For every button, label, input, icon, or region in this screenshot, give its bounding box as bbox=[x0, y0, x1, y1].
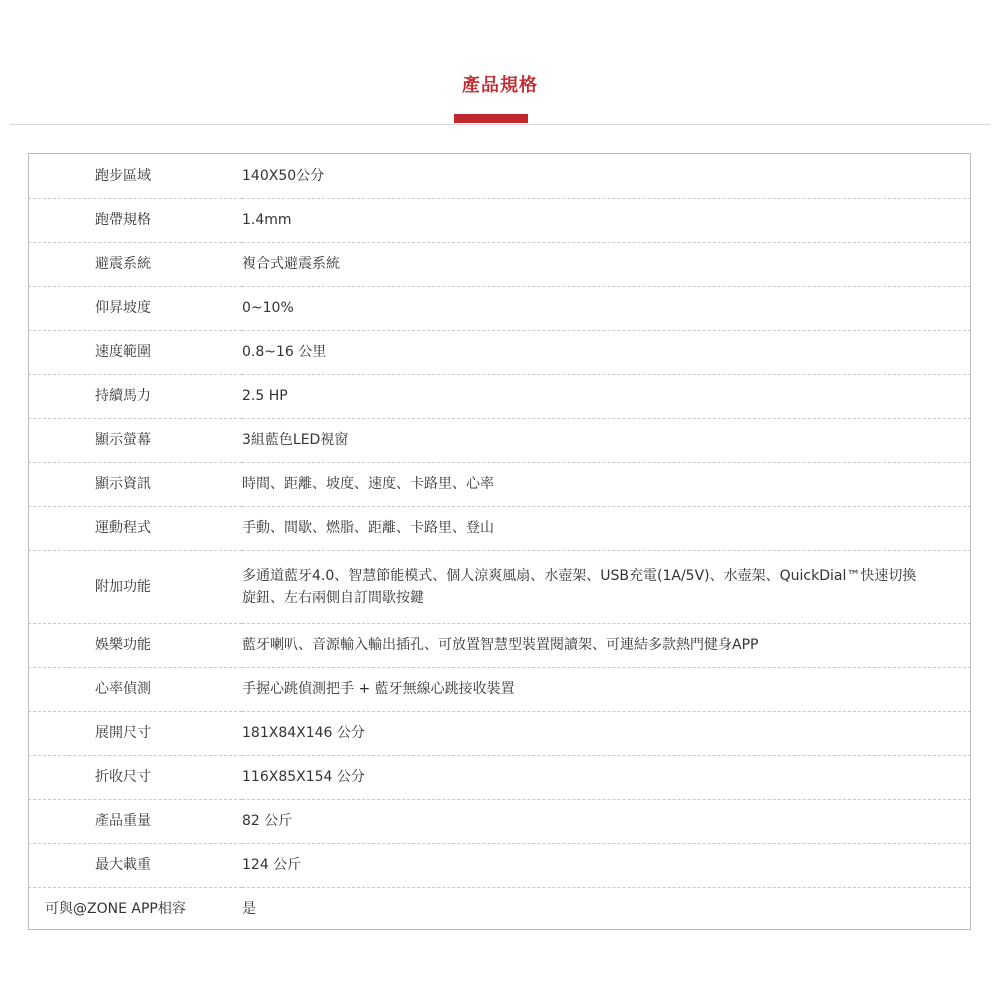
spec-label: 顯示螢幕 bbox=[28, 418, 242, 462]
title-underline bbox=[454, 114, 528, 123]
spec-value: 3組藍色LED視窗 bbox=[242, 418, 971, 462]
spec-value: 2.5 HP bbox=[242, 374, 971, 418]
spec-value: 124 公斤 bbox=[242, 843, 971, 887]
spec-label: 最大載重 bbox=[28, 843, 242, 887]
spec-value: 手握心跳偵測把手 + 藍牙無線心跳接收裝置 bbox=[242, 667, 971, 711]
spec-label: 娛樂功能 bbox=[28, 623, 242, 667]
spec-label: 顯示資訊 bbox=[28, 462, 242, 506]
spec-label: 跑步區域 bbox=[28, 154, 242, 198]
spec-table bbox=[28, 154, 971, 931]
table-row bbox=[28, 887, 971, 931]
table-row bbox=[28, 374, 971, 418]
spec-value: 181X84X146 公分 bbox=[242, 711, 971, 755]
spec-value: 0.8~16 公里 bbox=[242, 330, 971, 374]
spec-label: 產品重量 bbox=[28, 799, 242, 843]
spec-label: 仰昇坡度 bbox=[28, 286, 242, 330]
table-row bbox=[28, 330, 971, 374]
spec-value: 140X50公分 bbox=[242, 154, 971, 198]
spec-table-container bbox=[28, 153, 971, 930]
table-row bbox=[28, 623, 971, 667]
table-row bbox=[28, 799, 971, 843]
table-row bbox=[28, 154, 971, 198]
table-row bbox=[28, 242, 971, 286]
table-row bbox=[28, 198, 971, 242]
spec-value: 82 公斤 bbox=[242, 799, 971, 843]
spec-value: 0~10% bbox=[242, 286, 971, 330]
spec-value: 複合式避震系統 bbox=[242, 242, 971, 286]
table-row bbox=[28, 550, 971, 623]
spec-value-cell bbox=[242, 550, 971, 623]
spec-value: 116X85X154 公分 bbox=[242, 755, 971, 799]
table-row bbox=[28, 418, 971, 462]
spec-value: 是 bbox=[242, 901, 256, 918]
table-row bbox=[28, 667, 971, 711]
table-row bbox=[28, 506, 971, 550]
section-header bbox=[10, 0, 990, 125]
table-row bbox=[28, 843, 971, 887]
spec-label: 運動程式 bbox=[28, 506, 242, 550]
spec-label: 避震系統 bbox=[28, 242, 242, 286]
spec-label: 跑帶規格 bbox=[28, 198, 242, 242]
spec-label: 折收尺寸 bbox=[28, 755, 242, 799]
spec-value: 多通道藍牙4.0、智慧節能模式、個人涼爽風扇、水壺架、USB充電(1A/5V)、水壺架、QuickDial™快速切換旋鈕、左右兩側自訂間歇按鍵 bbox=[242, 567, 917, 606]
spec-value: 手動、間歇、燃脂、距離、卡路里、登山 bbox=[242, 506, 971, 550]
spec-value: 時間、距離、坡度、速度、卡路里、心率 bbox=[242, 462, 971, 506]
spec-value: 1.4mm bbox=[242, 198, 971, 242]
page-title: 產品規格 bbox=[462, 75, 538, 96]
table-row bbox=[28, 462, 971, 506]
spec-label: 速度範圍 bbox=[28, 330, 242, 374]
table-row bbox=[28, 755, 971, 799]
spec-label: 展開尺寸 bbox=[28, 711, 242, 755]
spec-label: 可與@ZONE APP相容 bbox=[45, 901, 186, 918]
table-row bbox=[28, 286, 971, 330]
spec-label: 持續馬力 bbox=[28, 374, 242, 418]
spec-label: 附加功能 bbox=[28, 550, 242, 623]
spec-label: 心率偵測 bbox=[28, 667, 242, 711]
spec-value: 藍牙喇叭、音源輸入輸出插孔、可放置智慧型裝置閱讀架、可連結多款熱門健身APP bbox=[242, 623, 971, 667]
table-row bbox=[28, 711, 971, 755]
